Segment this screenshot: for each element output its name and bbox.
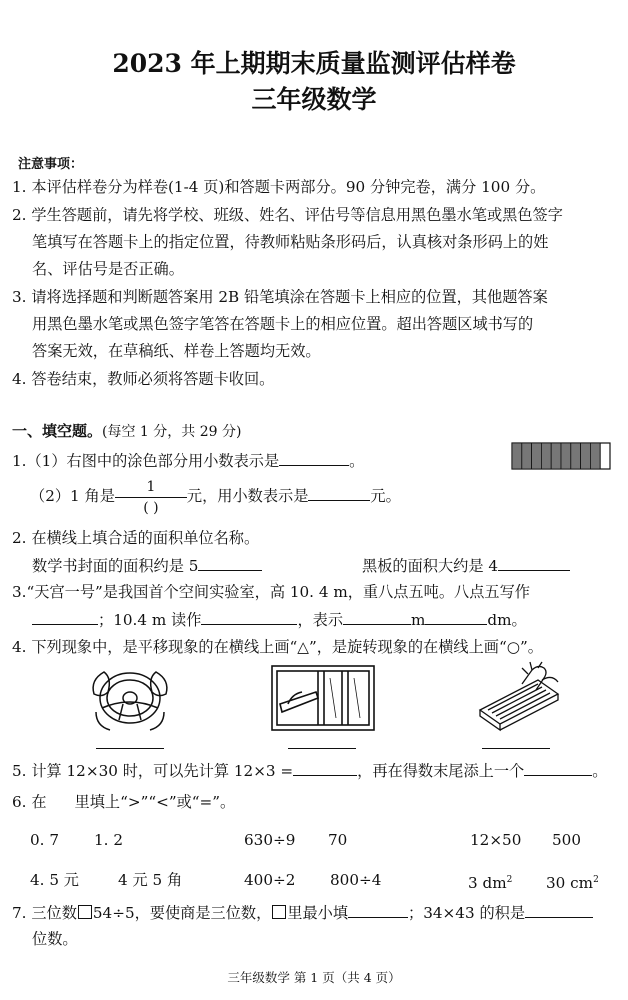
- q7-text-b: 54÷5，要使商是三位数，: [92, 904, 272, 922]
- fraction-denominator[interactable]: ( ): [143, 500, 159, 516]
- page-footer: 三年级数学 第 1 页（共 4 页）: [227, 970, 401, 985]
- q1-p1-end: 。: [349, 452, 365, 470]
- notice-item-2c: 名、评估号是否正确。: [32, 260, 184, 278]
- q1-p2-text-b: 元，用小数表示是: [186, 487, 309, 505]
- q4-blank-2[interactable]: [288, 748, 356, 749]
- q7-text-d: ；34×43 的积是: [408, 904, 526, 922]
- digit-box[interactable]: [78, 905, 92, 919]
- page-subtitle: 三年级数学: [251, 85, 377, 114]
- page-title: 2023 年上期期末质量监测评估样卷: [112, 49, 516, 78]
- q5-blank-2[interactable]: [524, 761, 592, 776]
- q3-text-a: ；10.4 m 读作: [98, 611, 202, 629]
- q2-b-text: 黑板的面积大约是 4: [362, 557, 498, 575]
- q1-p1-text: 1.（1）右图中的涂色部分用小数表示是: [12, 452, 280, 470]
- q3-text-d: dm。: [487, 611, 527, 629]
- q5-blank-1[interactable]: [293, 761, 357, 776]
- q7-blank-2[interactable]: [525, 903, 593, 918]
- q5-text-b: ，再在得数末尾添上一个: [357, 762, 525, 780]
- q6-r2-c1-right: 4 元 5 角: [118, 871, 183, 889]
- q6-r1-c1-right: 1. 2: [94, 831, 123, 849]
- notice-item-3c: 答案无效，在草稿纸、样卷上答题均无效。: [32, 342, 321, 360]
- q7-text-a: 7. 三位数: [12, 904, 77, 922]
- q7-blank-1[interactable]: [348, 903, 408, 918]
- q1-p2-text-c: 元。: [370, 487, 401, 505]
- notice-item-4: 4. 答卷结束，教师必须将答题卡收回。: [12, 370, 275, 388]
- section-score-note: (每空 1 分，共 29 分): [102, 424, 242, 440]
- q6-r2-c2-right: 800÷4: [330, 871, 382, 889]
- q5-text-c: 。: [592, 762, 608, 780]
- q1-p2-text-a: （2）1 角是: [30, 487, 115, 505]
- notice-heading: 注意事项：: [18, 157, 84, 172]
- question-6-stem: [12, 793, 235, 812]
- q6-stem-a: 6. 在: [12, 793, 47, 811]
- fraction: [115, 478, 187, 516]
- sliding-window-picture: [270, 664, 376, 732]
- q3-blank-3[interactable]: [343, 610, 411, 625]
- notice-item-2a: 2. 学生答题前，请先将学校、班级、姓名、评估号等信息用黑色墨水笔或黑色签字: [12, 206, 563, 224]
- notice-item-2b: 笔填写在答题卡上的指定位置，待教师粘贴条形码后，认真核对条形码上的姓: [32, 233, 549, 251]
- digit-box[interactable]: [272, 905, 286, 919]
- question-2-stem: 2. 在横线上填合适的面积单位名称。: [12, 529, 260, 547]
- q3-text-b: ，表示: [297, 611, 343, 629]
- q3-text-c: m: [411, 611, 426, 629]
- q3-blank-4[interactable]: [425, 610, 487, 625]
- q6-r1-c3-left: 12×50: [470, 831, 522, 849]
- notice-item-1: 1. 本评估样卷分为样卷(1-4 页)和答题卡两部分。90 分钟完卷，满分 100 分。: [12, 178, 546, 196]
- q3-blank-1[interactable]: [32, 610, 98, 625]
- question-7-line-1: [12, 903, 593, 923]
- q6-r2-c1-left: 4. 5 元: [30, 871, 79, 889]
- q4-blank-3[interactable]: [482, 748, 550, 749]
- fraction-bar: [115, 497, 187, 498]
- q2-b-blank[interactable]: [498, 556, 570, 571]
- notice-item-3b: 用黑色墨水笔或黑色签字笔答在答题卡上的相应位置。超出答题区域书写的: [32, 315, 534, 333]
- q5-text-a: 5. 计算 12×30 时，可以先计算 12×3 =: [12, 762, 294, 780]
- q7-text-c: 里最小填: [287, 904, 349, 922]
- question-2-b: [362, 556, 570, 576]
- q2-a-blank[interactable]: [198, 556, 262, 571]
- question-4-stem: 4. 下列现象中，是平移现象的在横线上画“△”，是旋转现象的在横线上画“○”。: [12, 638, 543, 656]
- q6-r1-c3-right: 500: [552, 831, 581, 849]
- section-label: 一、填空题。: [12, 422, 103, 440]
- question-1-part-1: [12, 451, 364, 471]
- question-3-line-1: 3.“天宫一号”是我国首个空间实验室，高 10. 4 m，重八点五吨。八点五写作: [12, 583, 530, 601]
- question-3-line-2: [32, 610, 527, 630]
- q6-r2-c3-right: [546, 871, 599, 893]
- q6-r2-c3-right-text: 30 cm: [546, 874, 594, 893]
- q2-a-text: 数学书封面的面积约是 5: [32, 557, 199, 575]
- question-1-part-2: [30, 478, 401, 516]
- q1-p1-blank[interactable]: [279, 451, 349, 466]
- question-7-line-2: 位数。: [32, 930, 78, 948]
- q6-r2-c3-left-text: 3 dm: [468, 874, 507, 893]
- superscript-2: 2: [506, 875, 513, 885]
- q6-r1-c1-left: 0. 7: [30, 831, 59, 849]
- q6-r2-c2-left: 400÷2: [244, 871, 296, 889]
- steering-wheel-picture: [88, 664, 172, 732]
- section-heading: [12, 422, 241, 442]
- q1-p2-blank[interactable]: [308, 486, 370, 501]
- q6-stem-b: 里填上“>”“<”或“=”。: [74, 793, 236, 811]
- notice-item-3a: 3. 请将选择题和判断题答案用 2B 铅笔填涂在答题卡上相应的位置，其他题答案: [12, 288, 548, 306]
- superscript-2: 2: [593, 875, 599, 885]
- question-2-a: [32, 556, 262, 576]
- shaded-strip-figure: [511, 442, 611, 470]
- fraction-numerator: 1: [146, 479, 156, 495]
- q4-blank-1[interactable]: [96, 748, 164, 749]
- q3-blank-2[interactable]: [201, 610, 297, 625]
- q6-r2-c3-left: [468, 871, 512, 893]
- question-5: [12, 761, 607, 781]
- q6-r1-c2-right: 70: [328, 831, 348, 849]
- keyboard-typing-picture: [476, 660, 560, 732]
- q6-r1-c2-left: 630÷9: [244, 831, 296, 849]
